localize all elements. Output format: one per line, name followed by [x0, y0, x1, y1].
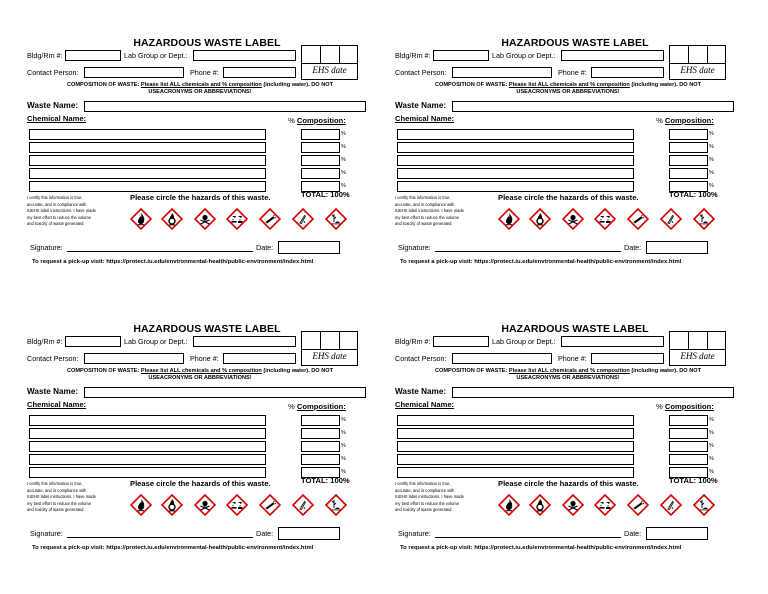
contact-person-field[interactable]	[452, 67, 552, 78]
ehs-date-box	[301, 45, 358, 80]
chemical-name-label: Chemical Name:	[27, 400, 87, 409]
ehs-date-label: EHS date	[312, 351, 347, 361]
certification-line: accurate, and in compliance with	[27, 487, 87, 493]
total-label: TOTAL: 100%	[301, 476, 350, 485]
certification-line: my best effort to reduce the volume	[27, 500, 92, 506]
pickup-instructions: To request a pick-up visit: https://protect.iu.edu/environmental-health/public-environment/index.html	[400, 259, 682, 265]
exploding-bomb-icon[interactable]	[259, 208, 281, 230]
percent-sign: %	[709, 131, 714, 137]
percent-field-2[interactable]	[669, 142, 708, 153]
environment-icon[interactable]	[693, 208, 715, 230]
hazardous-waste-label-top-right	[395, 37, 743, 277]
skull-crossbones-icon[interactable]	[194, 494, 216, 516]
percent-sign: %	[341, 430, 346, 436]
percent-sign: %	[709, 430, 714, 436]
hazardous-waste-label-bottom-left	[27, 323, 375, 563]
hazardous-waste-label-bottom-right	[395, 323, 743, 563]
ehs-date-box	[301, 331, 358, 366]
percent-field-3[interactable]	[669, 441, 708, 452]
chemical-name-label: Chemical Name:	[27, 114, 87, 123]
phone-label: Phone #:	[190, 68, 219, 77]
chemical-name-field-5[interactable]	[29, 181, 266, 192]
percent-field-2[interactable]	[669, 428, 708, 439]
corrosion-icon[interactable]	[226, 494, 248, 516]
date-label: Date:	[624, 243, 642, 252]
signature-line[interactable]	[435, 251, 621, 252]
pickup-instructions: To request a pick-up visit: https://protect.iu.edu/environmental-health/public-environment/index.html	[32, 259, 314, 265]
certification-line: accurate, and in compliance with	[395, 487, 455, 493]
percent-field-3[interactable]	[669, 155, 708, 166]
bldg-room-field[interactable]	[433, 336, 489, 347]
chemical-name-field-2[interactable]	[29, 428, 266, 439]
waste-name-label: Waste Name:	[27, 387, 79, 396]
date-field[interactable]	[278, 527, 340, 540]
percent-field-1[interactable]	[301, 129, 340, 140]
chemical-name-label: Chemical Name:	[395, 114, 455, 123]
contact-person-label: Contact Person:	[395, 68, 447, 77]
lab-group-field[interactable]	[561, 336, 664, 347]
certification-line: and toxicity of waste generated.	[395, 507, 453, 512]
chemical-name-field-5[interactable]	[397, 467, 634, 478]
composition-instructions: COMPOSITION OF WASTE: Please list ALL chemicals and % composition (including water). DO NOT USEACRONYMS OR ABBREVIATIONS!	[434, 368, 702, 381]
ehs-date-label: EHS date	[312, 65, 347, 75]
label-title: HAZARDOUS WASTE LABEL	[501, 323, 649, 335]
flame-over-circle-icon[interactable]	[529, 494, 551, 516]
lab-group-label: Lab Group or Dept.:	[492, 337, 556, 346]
ehs-date-box	[669, 45, 726, 80]
percent-sign: %	[709, 144, 714, 150]
hazardous-waste-label-top-left	[27, 37, 375, 277]
percent-field-3[interactable]	[301, 441, 340, 452]
chemical-name-field-2[interactable]	[397, 142, 634, 153]
bldg-room-field[interactable]	[433, 50, 489, 61]
waste-name-field[interactable]	[84, 101, 366, 112]
chemical-name-field-2[interactable]	[29, 142, 266, 153]
phone-field[interactable]	[223, 353, 296, 364]
environment-icon[interactable]	[325, 494, 347, 516]
ehs-date-box	[669, 331, 726, 366]
waste-name-label: Waste Name:	[395, 387, 447, 396]
phone-label: Phone #:	[558, 68, 587, 77]
corrosion-icon[interactable]	[594, 208, 616, 230]
chemical-name-field-1[interactable]	[29, 129, 266, 140]
certification-line: and toxicity of waste generated.	[395, 221, 453, 226]
percent-field-1[interactable]	[301, 415, 340, 426]
phone-field[interactable]	[591, 67, 664, 78]
environment-icon[interactable]	[325, 208, 347, 230]
percent-field-3[interactable]	[301, 155, 340, 166]
percent-sign: %	[709, 469, 714, 475]
percent-composition-label: % Composition:	[288, 116, 346, 125]
percent-sign: %	[341, 443, 346, 449]
percent-field-2[interactable]	[301, 142, 340, 153]
exploding-bomb-icon[interactable]	[627, 494, 649, 516]
waste-name-label: Waste Name:	[395, 101, 447, 110]
chemical-name-field-1[interactable]	[397, 415, 634, 426]
certification-text	[27, 481, 125, 514]
certification-text	[27, 195, 125, 228]
chemical-name-field-4[interactable]	[397, 168, 634, 179]
flame-over-circle-icon[interactable]	[529, 208, 551, 230]
bldg-room-label: Bldg/Rm #:	[27, 337, 63, 346]
lab-group-label: Lab Group or Dept.:	[124, 337, 188, 346]
environment-icon[interactable]	[693, 494, 715, 516]
percent-field-4[interactable]	[669, 454, 708, 465]
exclamation-mark-icon[interactable]	[660, 494, 682, 516]
bldg-room-label: Bldg/Rm #:	[27, 51, 63, 60]
percent-composition-label: % Composition:	[656, 116, 714, 125]
chemical-name-field-3[interactable]	[29, 441, 266, 452]
lab-group-label: Lab Group or Dept.:	[492, 51, 556, 60]
percent-field-4[interactable]	[301, 454, 340, 465]
date-field[interactable]	[646, 527, 708, 540]
certification-line: IUEHS label instructions. I have made	[27, 494, 96, 499]
composition-instructions: COMPOSITION OF WASTE: Please list ALL chemicals and % composition (including water). DO NOT USEACRONYMS OR ABBREVIATIONS!	[434, 82, 702, 95]
chemical-name-field-3[interactable]	[397, 441, 634, 452]
certification-line: IUEHS label instructions. I have made	[395, 208, 464, 213]
certification-line: my best effort to reduce the volume	[27, 214, 92, 220]
date-label: Date:	[256, 529, 274, 538]
percent-sign: %	[709, 417, 714, 423]
certification-line: and toxicity of waste generated.	[27, 221, 85, 226]
signature-label: Signature:	[398, 243, 431, 252]
exploding-bomb-icon[interactable]	[259, 494, 281, 516]
total-label: TOTAL: 100%	[301, 190, 350, 199]
chemical-name-label: Chemical Name:	[395, 400, 455, 409]
waste-name-field[interactable]	[452, 387, 734, 398]
percent-sign: %	[709, 183, 714, 189]
percent-sign: %	[709, 170, 714, 176]
skull-crossbones-icon[interactable]	[562, 208, 584, 230]
certification-line: I certify this information is true,	[27, 481, 83, 486]
percent-field-4[interactable]	[301, 168, 340, 179]
skull-crossbones-icon[interactable]	[562, 494, 584, 516]
percent-sign: %	[341, 170, 346, 176]
exclamation-mark-icon[interactable]	[292, 208, 314, 230]
signature-label: Signature:	[30, 243, 63, 252]
chemical-name-field-1[interactable]	[29, 415, 266, 426]
percent-sign: %	[709, 443, 714, 449]
percent-sign: %	[709, 456, 714, 462]
chemical-name-field-2[interactable]	[397, 428, 634, 439]
percent-field-2[interactable]	[301, 428, 340, 439]
bldg-room-label: Bldg/Rm #:	[395, 51, 431, 60]
total-label: TOTAL: 100%	[669, 190, 718, 199]
flame-icon[interactable]	[130, 208, 152, 230]
label-title: HAZARDOUS WASTE LABEL	[133, 37, 281, 49]
bldg-room-field[interactable]	[65, 336, 121, 347]
flame-icon[interactable]	[498, 494, 520, 516]
exclamation-mark-icon[interactable]	[660, 208, 682, 230]
contact-person-label: Contact Person:	[395, 354, 447, 363]
chemical-name-field-4[interactable]	[397, 454, 634, 465]
percent-composition-label: % Composition:	[288, 402, 346, 411]
percent-composition-label: % Composition:	[656, 402, 714, 411]
composition-instructions: COMPOSITION OF WASTE: Please list ALL chemicals and % composition (including water). DO NOT USEACRONYMS OR ABBREVIATIONS!	[66, 368, 334, 381]
waste-name-field[interactable]	[452, 101, 734, 112]
phone-field[interactable]	[223, 67, 296, 78]
circle-hazards-instruction: Please circle the hazards of this waste.	[130, 193, 271, 202]
chemical-name-field-3[interactable]	[397, 155, 634, 166]
percent-sign: %	[341, 456, 346, 462]
signature-line[interactable]	[435, 537, 621, 538]
chemical-name-field-1[interactable]	[397, 129, 634, 140]
pickup-instructions: To request a pick-up visit: https://protect.iu.edu/environmental-health/public-environment/index.html	[32, 545, 314, 551]
circle-hazards-instruction: Please circle the hazards of this waste.	[130, 479, 271, 488]
percent-sign: %	[341, 131, 346, 137]
certification-line: IUEHS label instructions. I have made	[27, 208, 96, 213]
percent-sign: %	[341, 469, 346, 475]
contact-person-field[interactable]	[84, 67, 184, 78]
percent-field-1[interactable]	[669, 129, 708, 140]
certification-line: accurate, and in compliance with	[27, 201, 87, 207]
label-title: HAZARDOUS WASTE LABEL	[133, 323, 281, 335]
certification-line: I certify this information is true,	[395, 481, 451, 486]
contact-person-field[interactable]	[84, 353, 184, 364]
percent-sign: %	[341, 144, 346, 150]
contact-person-field[interactable]	[452, 353, 552, 364]
ehs-date-label: EHS date	[680, 65, 715, 75]
contact-person-label: Contact Person:	[27, 68, 79, 77]
phone-field[interactable]	[591, 353, 664, 364]
certification-line: my best effort to reduce the volume	[395, 214, 460, 220]
skull-crossbones-icon[interactable]	[194, 208, 216, 230]
chemical-name-field-5[interactable]	[29, 467, 266, 478]
certification-line: I certify this information is true,	[27, 195, 83, 200]
signature-line[interactable]	[67, 537, 253, 538]
bldg-room-field[interactable]	[65, 50, 121, 61]
chemical-name-field-4[interactable]	[29, 168, 266, 179]
flame-icon[interactable]	[130, 494, 152, 516]
percent-field-4[interactable]	[669, 168, 708, 179]
percent-field-1[interactable]	[669, 415, 708, 426]
contact-person-label: Contact Person:	[27, 354, 79, 363]
certification-text	[395, 195, 493, 228]
flame-over-circle-icon[interactable]	[161, 208, 183, 230]
certification-line: I certify this information is true,	[395, 195, 451, 200]
circle-hazards-instruction: Please circle the hazards of this waste.	[498, 479, 639, 488]
certification-text	[395, 481, 493, 514]
certification-line: and toxicity of waste generated.	[27, 507, 85, 512]
lab-group-field[interactable]	[193, 50, 296, 61]
flame-over-circle-icon[interactable]	[161, 494, 183, 516]
certification-line: accurate, and in compliance with	[395, 201, 455, 207]
lab-group-label: Lab Group or Dept.:	[124, 51, 188, 60]
percent-sign: %	[341, 417, 346, 423]
waste-name-label: Waste Name:	[27, 101, 79, 110]
lab-group-field[interactable]	[193, 336, 296, 347]
flame-icon[interactable]	[498, 208, 520, 230]
corrosion-icon[interactable]	[226, 208, 248, 230]
chemical-name-field-3[interactable]	[29, 155, 266, 166]
percent-sign: %	[341, 157, 346, 163]
phone-label: Phone #:	[558, 354, 587, 363]
waste-name-field[interactable]	[84, 387, 366, 398]
chemical-name-field-5[interactable]	[397, 181, 634, 192]
pickup-instructions: To request a pick-up visit: https://protect.iu.edu/environmental-health/public-environment/index.html	[400, 545, 682, 551]
percent-sign: %	[709, 157, 714, 163]
exclamation-mark-icon[interactable]	[292, 494, 314, 516]
signature-line[interactable]	[67, 251, 253, 252]
signature-label: Signature:	[30, 529, 63, 538]
certification-line: IUEHS label instructions. I have made	[395, 494, 464, 499]
ehs-date-label: EHS date	[680, 351, 715, 361]
date-label: Date:	[624, 529, 642, 538]
date-field[interactable]	[646, 241, 708, 254]
percent-sign: %	[341, 183, 346, 189]
corrosion-icon[interactable]	[594, 494, 616, 516]
bldg-room-label: Bldg/Rm #:	[395, 337, 431, 346]
phone-label: Phone #:	[190, 354, 219, 363]
label-title: HAZARDOUS WASTE LABEL	[501, 37, 649, 49]
exploding-bomb-icon[interactable]	[627, 208, 649, 230]
signature-label: Signature:	[398, 529, 431, 538]
circle-hazards-instruction: Please circle the hazards of this waste.	[498, 193, 639, 202]
total-label: TOTAL: 100%	[669, 476, 718, 485]
composition-instructions: COMPOSITION OF WASTE: Please list ALL chemicals and % composition (including water). DO NOT USEACRONYMS OR ABBREVIATIONS!	[66, 82, 334, 95]
lab-group-field[interactable]	[561, 50, 664, 61]
date-field[interactable]	[278, 241, 340, 254]
date-label: Date:	[256, 243, 274, 252]
chemical-name-field-4[interactable]	[29, 454, 266, 465]
certification-line: my best effort to reduce the volume	[395, 500, 460, 506]
